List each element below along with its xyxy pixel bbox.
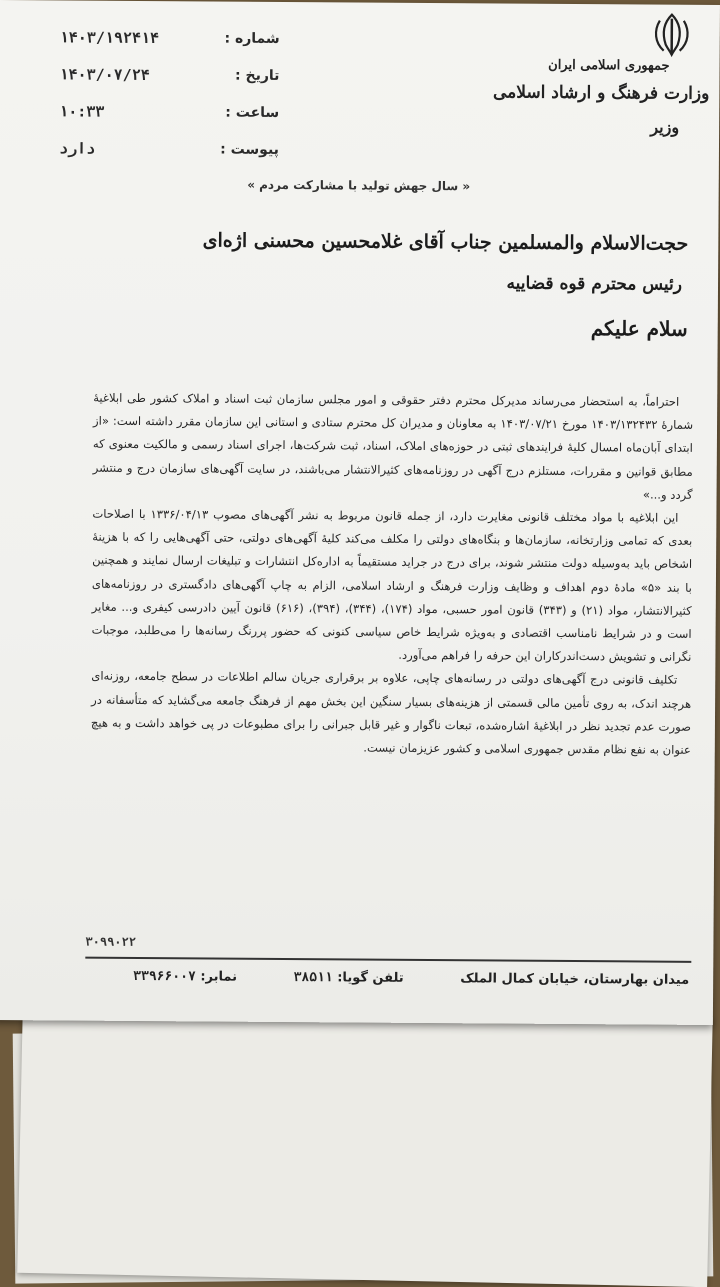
meta-attachment-value: دارد xyxy=(59,139,95,157)
minister-title: وزیر xyxy=(493,116,680,136)
meta-time-label: ساعت : xyxy=(225,104,279,120)
phone-label: تلفن گویا: xyxy=(337,970,404,985)
phone-number: ۳۸۵۱۱ xyxy=(294,970,333,985)
meta-attachment-label: پیوست : xyxy=(220,141,279,157)
meta-number-value: ۱۴۰۳/۱۹۲۴۱۴ xyxy=(60,28,159,47)
addressee-name: حجت‌الاسلام والمسلمین جناب آقای غلامحسین محسنی اژه‌ای xyxy=(203,229,689,254)
meta-number-label: شماره : xyxy=(224,30,279,46)
meta-date-value: ۱۴۰۳/۰۷/۲۴ xyxy=(59,65,149,84)
iran-emblem-icon xyxy=(650,11,694,59)
letter-footer xyxy=(133,969,689,988)
meta-number xyxy=(60,18,280,57)
letter-meta xyxy=(59,18,280,168)
document-code: ۳۰۹۹۰۲۲ xyxy=(85,935,136,949)
letter-body xyxy=(91,387,694,762)
year-motto: « سال جهش تولید با مشارکت مردم » xyxy=(0,176,719,195)
body-paragraph: احتراماً، به استحضار می‌رساند مدیرکل محترم دفتر حقوقی و امور مجلس سازمان ثبت اسناد و املاک کشور طی ابلاغیهٔ شمارهٔ ۱۴۰۳/۱۳۲۴۳۲ مورخ ۱۴۰۳/۰۷/۲۱ به معاونان و مدیران کل محترم ستادی و استانی این سازمان مقرر داشته است: «از ابتدای آبان‌ماه امسال کلیهٔ فرایندهای ثبتی در حوزه‌های املاک، اسناد، ثبت شرکت‌ها، اجرای اسناد رسمی و مالکیت معنوی که مطابق قوانین و مقررات، مستلزم درج آگهی در روزنامه‌های کثیرالانتشار می‌باشند، در سایت آگهی‌های سازمان درج و منتشر گردد و...» xyxy=(92,387,693,507)
footer-address: میدان بهارستان، خیابان کمال الملک xyxy=(460,971,689,988)
meta-date xyxy=(59,55,279,94)
body-paragraph: تکلیف قانونی درج آگهی‌های دولتی در رسانه‌های چاپی، علاوه بر برقراری جریان سالم اطلاعات در سطح جامعه، روزنه‌ای هرچند اندک، به روی تأمین مالی قسمتی از هزینه‌های بسیار سنگین این بخش مهم از فرهنگ جامعه می‌گشاید که متأسفانه در صورت عدم تجدید نظر در ابلاغیهٔ اشاره‌شده، تبعات ناگوار و غیر قابل جبرانی را برای مطبوعات در پی خواهد داشت و به هیچ عنوان به نفع نظام مقدس جمهوری اسلامی و کشور عزیزمان نیست. xyxy=(91,665,692,762)
body-paragraph: این ابلاغیه با مواد مختلف قانونی مغایرت دارد، از جمله قانون مربوط به نشر آگهی‌های مصوب ۱۳۳۶/۰۴/۱۳ با اصلاحات بعدی که تمامی وزارتخانه، سازمان‌ها و بنگاه‌های دولتی را مکلف می‌کند کلیهٔ آگهی‌های دولتی، حتی آگهی‌هایی را که با هزینهٔ اشخاص باید به‌وسیله دولت منتشر شوند، برای درج در جراید مستقیماً به اداره‌کل انتشارات و تبلیغات ارسال نمایند و همچنین با بند «۵» مادهٔ دوم اهداف و وظایف وزارت فرهنگ و ارشاد اسلامی، الزام به چاپ آگهی‌های دادگستری در روزنامه‌های کثیرالانتشار، مواد (۲۱) و (۳۴۳) قانون امور حسبی، مواد (۱۷۴)، (۳۴۴)، (۳۹۴)، (۶۱۶) قانون آیین دادرسی کیفری و... مغایر است و در شرایط نامناسب اقتصادی و به‌ویژه شرایط خاص سیاسی کنونی که حضور پررنگ رسانه‌ها را می‌طلبد، موجبات نگرانی و تشویش دست‌اندرکاران این حرفه را فراهم می‌آورد. xyxy=(91,503,692,670)
meta-attachment xyxy=(59,129,279,168)
ministry-heading xyxy=(493,57,710,137)
greeting: سلام علیکم xyxy=(202,313,688,340)
footer-fax xyxy=(133,969,237,985)
fax-number: ۳۳۹۶۶۰۰۷ xyxy=(133,969,196,984)
ministry-name: وزارت فرهنگ و ارشاد اسلامی xyxy=(493,82,710,104)
footer-phone xyxy=(294,970,404,986)
meta-date-label: تاریخ : xyxy=(235,67,280,83)
meta-time-value: ۱۰:۳۳ xyxy=(59,102,104,120)
meta-time xyxy=(59,92,279,131)
footer-divider xyxy=(85,957,691,963)
addressee-title: رئیس محترم قوه قضاییه xyxy=(202,271,682,294)
addressee-block xyxy=(202,229,688,340)
country-name: جمهوری اسلامی ایران xyxy=(493,57,669,73)
fax-label: نمابر: xyxy=(200,969,237,984)
underlying-sheet xyxy=(17,1003,713,1287)
